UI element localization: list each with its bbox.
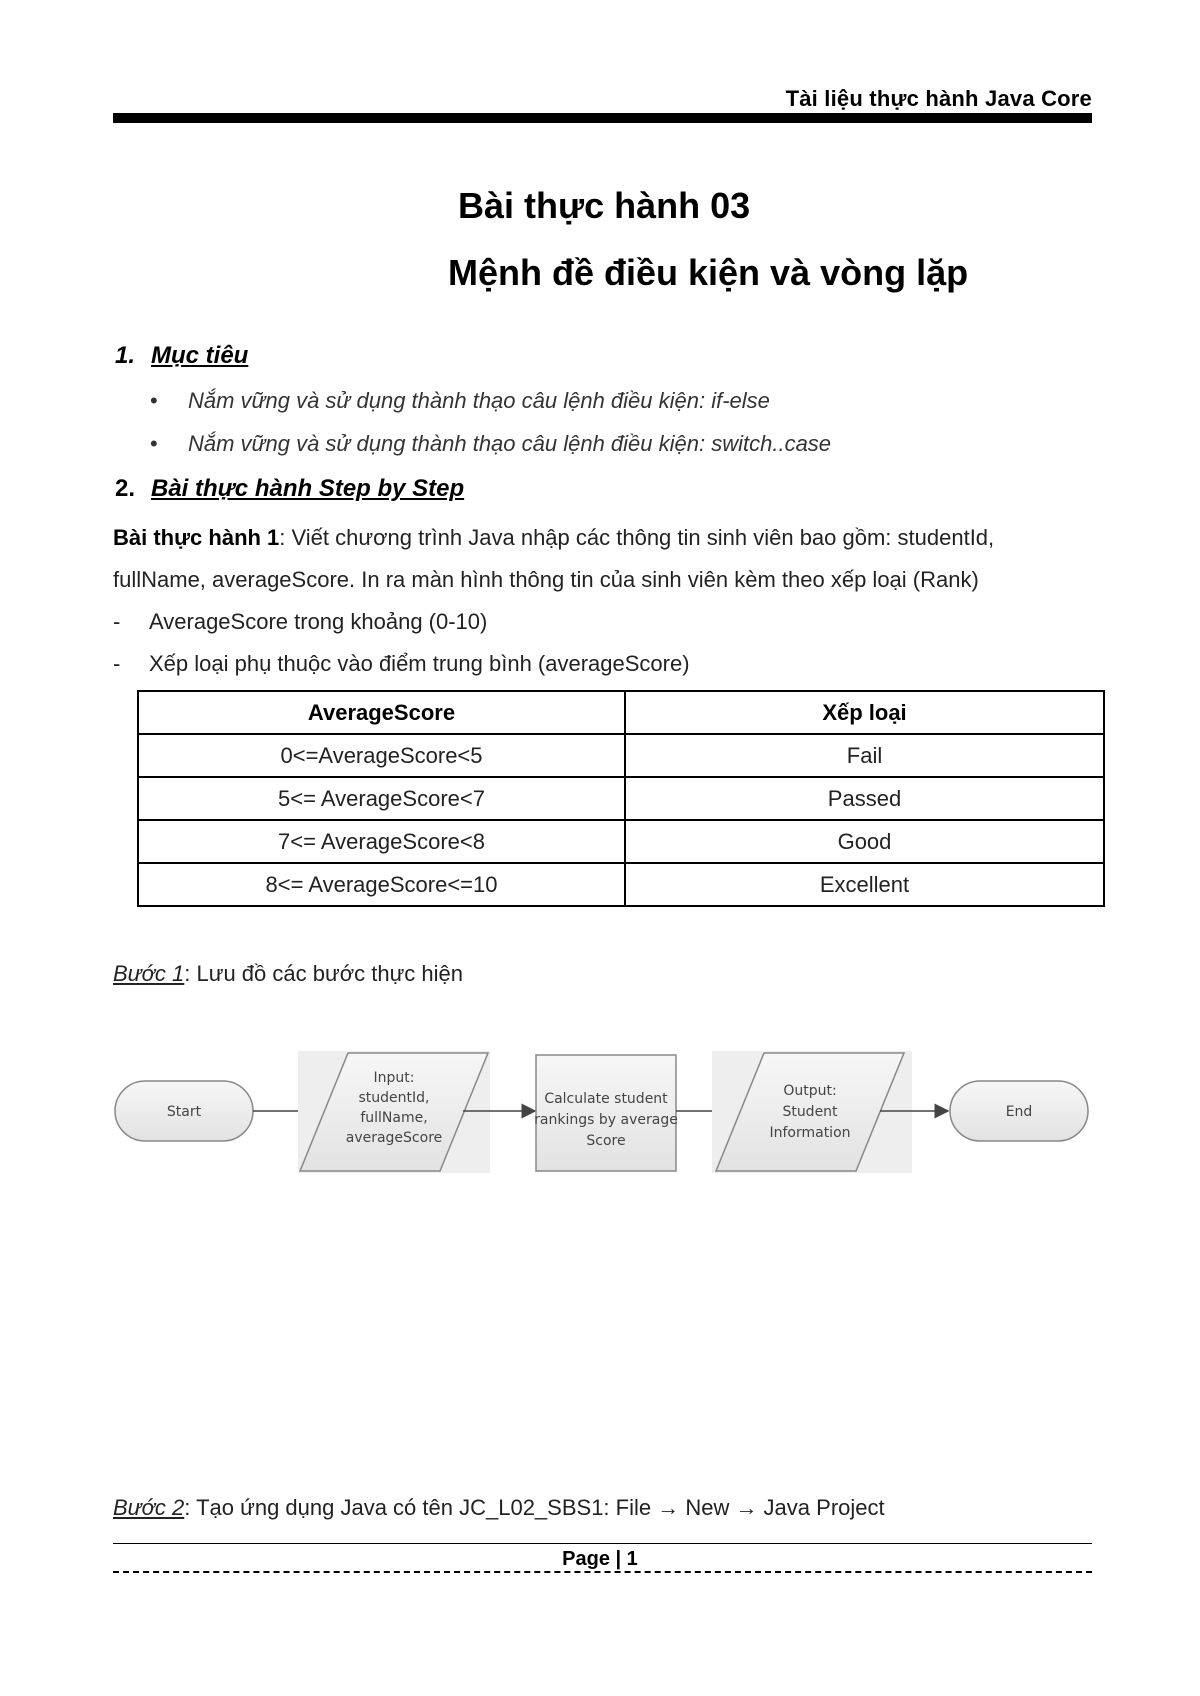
footer-rule — [113, 1543, 1092, 1544]
header-rule — [113, 113, 1092, 123]
goal-text: Nắm vững và sử dụng thành thạo câu lệnh điều kiện: switch..case — [188, 431, 832, 456]
step2-line — [113, 1495, 885, 1521]
input-label-line: fullName, — [360, 1110, 428, 1126]
goal-text: Nắm vững và sử dụng thành thạo câu lệnh điều kiện: if-else — [188, 388, 770, 413]
table-header-row — [138, 691, 1104, 734]
output-node — [712, 1051, 912, 1173]
footer-dashed-rule — [113, 1571, 1092, 1573]
score-range-cell: 5<= AverageScore<7 — [138, 777, 625, 820]
bullet-icon: • — [150, 431, 158, 456]
output-label-line: Output: — [783, 1083, 837, 1099]
requirement-item — [113, 609, 487, 635]
rank-cell: Passed — [625, 777, 1104, 820]
start-node — [115, 1081, 253, 1141]
score-range-cell: 0<=AverageScore<5 — [138, 734, 625, 777]
rank-table — [137, 690, 1105, 907]
column-header: Xếp loại — [625, 691, 1104, 734]
section-number: 2. — [115, 475, 136, 502]
input-label-line: studentId, — [358, 1090, 430, 1106]
rank-cell: Fail — [625, 734, 1104, 777]
process-label-line: Calculate student — [544, 1091, 668, 1107]
running-header: Tài liệu thực hành Java Core — [785, 86, 1092, 111]
input-label-line: averageScore — [345, 1130, 443, 1146]
dash-marker: - — [113, 651, 121, 676]
bullet-icon: • — [150, 388, 158, 413]
section-label: Bài thực hành Step by Step — [151, 475, 465, 502]
table-row — [138, 734, 1104, 777]
lesson-title: Bài thực hành 03 — [458, 185, 751, 226]
goal-bullet — [150, 388, 770, 414]
score-range-cell: 8<= AverageScore<=10 — [138, 863, 625, 906]
rank-cell: Excellent — [625, 863, 1104, 906]
end-label: End — [1005, 1104, 1033, 1120]
section-heading-step-by-step — [115, 475, 464, 503]
process-node — [534, 1055, 678, 1171]
step-label: Bước 2 — [113, 1495, 185, 1520]
table-row — [138, 863, 1104, 906]
section-label: Mục tiêu — [151, 342, 249, 369]
exercise-paragraph-line1 — [113, 525, 994, 551]
lesson-subtitle: Mệnh đề điều kiện và vòng lặp — [448, 252, 969, 293]
input-node — [298, 1051, 490, 1173]
output-label-line: Student — [782, 1104, 838, 1120]
requirement-item — [113, 651, 690, 677]
start-label: Start — [166, 1104, 202, 1120]
column-header: AverageScore — [138, 691, 625, 734]
step-text: : Tạo ứng dụng Java có tên JC_L02_SBS1: File → New → Java Project — [184, 1495, 885, 1520]
page-number: Page | 1 — [562, 1548, 638, 1570]
step1-line — [113, 961, 463, 987]
exercise-label: Bài thực hành 1 — [113, 525, 280, 550]
output-label-line: Information — [769, 1125, 851, 1141]
section-heading-goals — [115, 342, 248, 370]
process-label-line: Score — [586, 1133, 626, 1149]
section-number: 1. — [115, 342, 136, 369]
rank-cell: Good — [625, 820, 1104, 863]
table-row — [138, 820, 1104, 863]
step-text: : Lưu đồ các bước thực hiện — [184, 961, 464, 986]
dash-marker: - — [113, 609, 121, 634]
input-label-line: Input: — [373, 1070, 415, 1086]
flowchart — [110, 1045, 1110, 1175]
score-range-cell: 7<= AverageScore<8 — [138, 820, 625, 863]
process-label-line: rankings by average — [534, 1112, 678, 1128]
requirement-text: Xếp loại phụ thuộc vào điểm trung bình (averageScore) — [149, 651, 690, 676]
step-label: Bước 1 — [113, 961, 185, 986]
table-row — [138, 777, 1104, 820]
end-node — [950, 1081, 1088, 1141]
exercise-text: : Viết chương trình Java nhập các thông tin sinh viên bao gồm: studentId, — [279, 525, 995, 550]
exercise-paragraph-line2: fullName, averageScore. In ra màn hình thông tin của sinh viên kèm theo xếp loại (Rank) — [113, 567, 979, 592]
flowchart-svg — [110, 1045, 1110, 1175]
goal-bullet — [150, 431, 831, 457]
requirement-text: AverageScore trong khoảng (0-10) — [149, 609, 488, 634]
